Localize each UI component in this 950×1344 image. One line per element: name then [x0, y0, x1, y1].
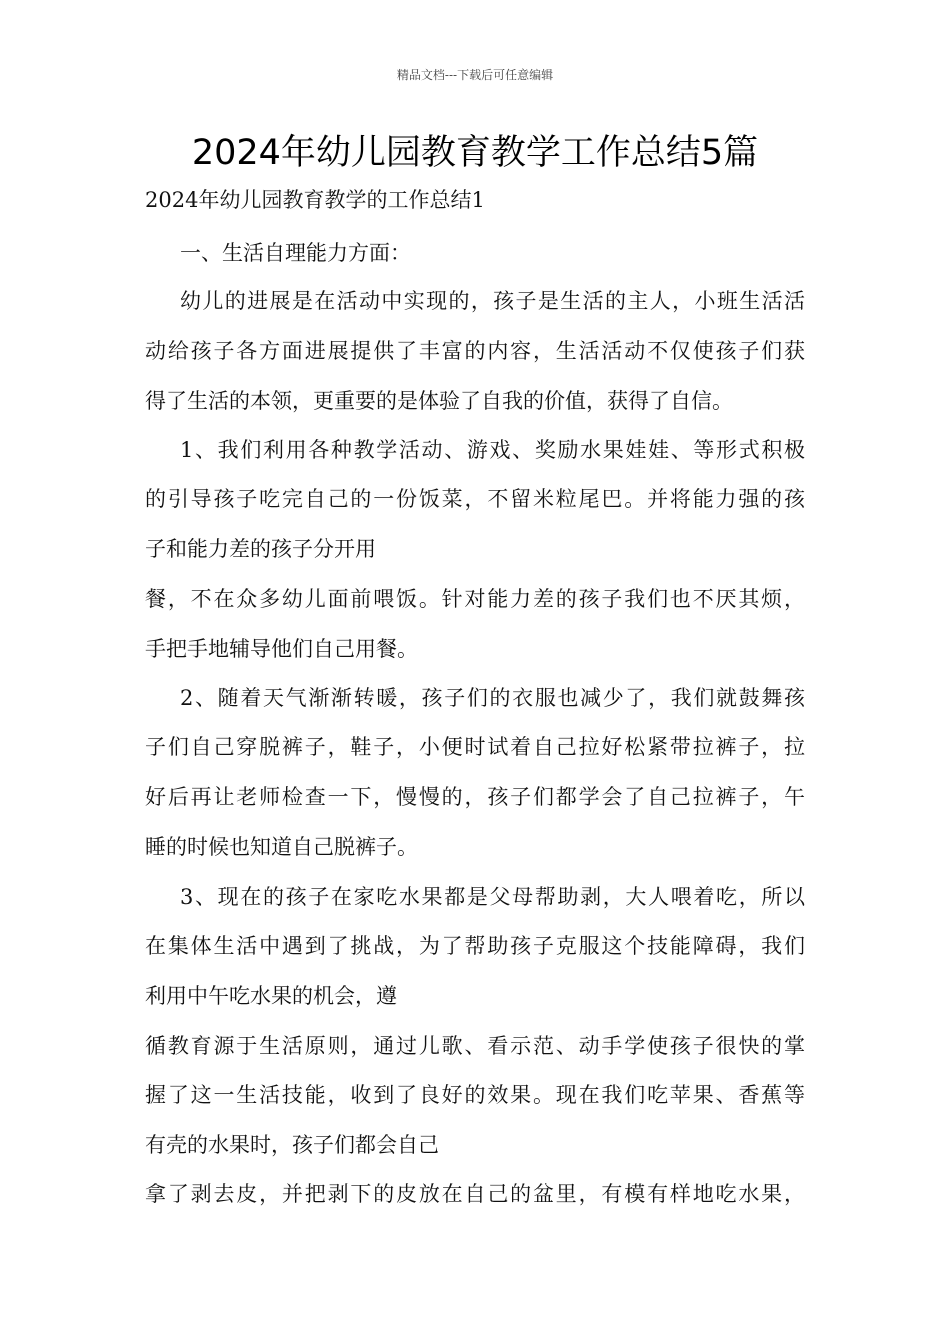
- paragraph-line: 手把手地辅导他们自己用餐。: [145, 637, 418, 661]
- paragraph-line: 握了这一生活技能，收到了良好的效果。现在我们吃苹果、香蕉等: [145, 1083, 805, 1107]
- paragraph-line: 1、我们利用各种教学活动、游戏、奖励水果娃娃、等形式积极: [180, 438, 805, 462]
- paragraph-line: 幼儿的进展是在活动中实现的，孩子是生活的主人，小班生活活: [180, 289, 805, 313]
- paragraph-line: 在集体生活中遇到了挑战，为了帮助孩子克服这个技能障碍，我们: [145, 934, 805, 958]
- page-header: 精品文档---下载后可任意编辑: [396, 68, 554, 82]
- paragraph-line: 得了生活的本领，更重要的是体验了自我的价值，获得了自信。: [145, 389, 733, 413]
- paragraph-line: 动给孩子各方面进展提供了丰富的内容，生活活动不仅使孩子们获: [145, 339, 805, 363]
- paragraph-line: 好后再让老师检查一下，慢慢的，孩子们都学会了自己拉裤子，午: [145, 785, 805, 809]
- paragraph-line: 3、现在的孩子在家吃水果都是父母帮助剥，大人喂着吃，所以: [180, 885, 805, 909]
- paragraph-line: 利用中午吃水果的机会，遵: [145, 984, 397, 1008]
- document-title: 2024年幼儿园教育教学工作总结5篇: [191, 133, 759, 173]
- paragraph-line: 2、随着天气渐渐转暖，孩子们的衣服也减少了，我们就鼓舞孩: [180, 686, 805, 710]
- paragraph-line: 有壳的水果时，孩子们都会自己: [145, 1133, 439, 1157]
- paragraph-line: 的引导孩子吃完自己的一份饭菜，不留米粒尾巴。并将能力强的孩: [145, 487, 805, 511]
- paragraph-line: 子和能力差的孩子分开用: [145, 537, 376, 561]
- paragraph-line: 餐，不在众多幼儿面前喂饭。针对能力差的孩子我们也不厌其烦，: [145, 587, 805, 611]
- paragraph-line: 循教育源于生活原则，通过儿歌、看示范、动手学使孩子很快的掌: [145, 1034, 805, 1058]
- paragraph-line: 拿了剥去皮，并把剥下的皮放在自己的盆里，有模有样地吃水果，: [145, 1182, 805, 1206]
- section-heading: 2024年幼儿园教育教学的工作总结1: [145, 188, 485, 212]
- paragraph-line: 子们自己穿脱裤子，鞋子，小便时试着自己拉好松紧带拉裤子，拉: [145, 735, 805, 759]
- subsection-heading: 一、生活自理能力方面：: [180, 241, 411, 265]
- paragraph-line: 睡的时候也知道自己脱裤子。: [145, 835, 418, 859]
